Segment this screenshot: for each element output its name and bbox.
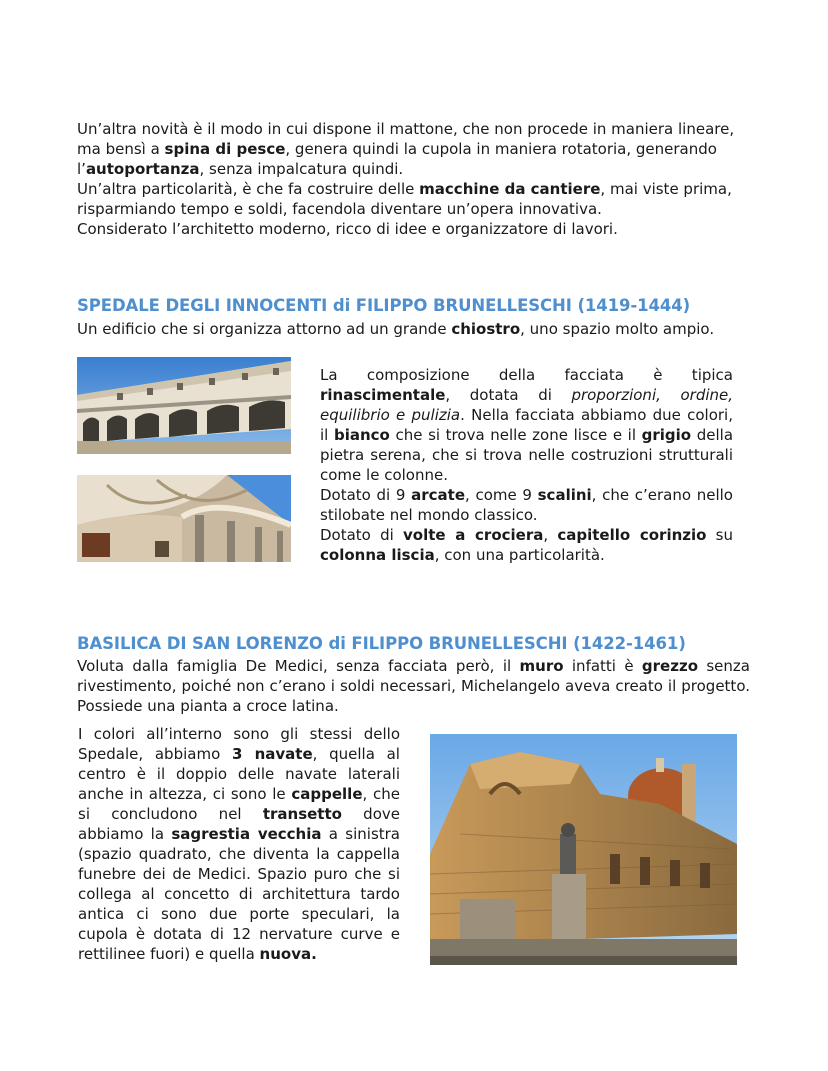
spedale-description: La composizione della facciata è tipica rinascimentale, dotata di proporzioni, ordine, equilibrio e pulizia. Nella facciata abbiamo due colori, il bianco che si trova nelle zone lisce e il grigio della pietra serena, che si trova nelle costruzioni strutturali come le colonne. Dotato di 9 arcate, come 9 scalini, che c’erano nello stilobate nel mondo classico. Dotato di volte a crociera, capitello corinzio su colonna liscia, con una particolarità. <box>320 366 734 564</box>
spedale-heading: SPEDALE DEGLI INNOCENTI di FILIPPO BRUNELLESCHI (1419-1444) <box>77 296 691 315</box>
basilica-intro: Voluta dalla famiglia De Medici, senza facciata però, il muro infatti è grezzo senza rivestimento, poiché non c’erano i soldi necessari, Michelangelo aveva creato il progetto. Possiede una pianta a croce latina. <box>77 657 750 715</box>
basilica-description: I colori all’interno sono gli stessi dello Spedale, abbiamo 3 navate, quella al centro è il doppio delle navate laterali anche in altezza, ci sono le cappelle, che si concludono nel transetto dove abbiamo la sagrestia vecchia a sinistra (spazio quadrato, che diventa la cappella funebre dei de Medici. Spazio puro che si collega al concetto di architettura tardo antica ci sono due porte speculari, la cupola è dotata di 12 nervature curve e rettilinee fuori) e quella nuova. <box>78 725 400 963</box>
basilica-heading: BASILICA DI SAN LORENZO di FILIPPO BRUNELLESCHI (1422-1461) <box>77 634 686 653</box>
spedale-subtitle: Un edificio che si organizza attorno ad un grande chiostro, uno spazio molto ampio. <box>77 320 715 338</box>
intro-paragraph: Un’altra novità è il modo in cui dispone il mattone, che non procede in maniera lineare, ma bensì a spina di pesce, genera quindi la cupola in maniera rotatoria, generando l’autoportanza, senza impalcatura quindi. Un’altra particolarità, è che fa costruire delle macchine da cantiere, mai viste prima, risparmiando tempo e soldi, facendola diventare un’opera innovativa. Considerato l’architetto moderno, ricco di idee e organizzatore di lavori. <box>77 120 735 238</box>
spedale-portico-photo <box>77 475 291 562</box>
basilica-san-lorenzo-photo <box>430 734 737 965</box>
spedale-facade-photo <box>77 357 291 454</box>
